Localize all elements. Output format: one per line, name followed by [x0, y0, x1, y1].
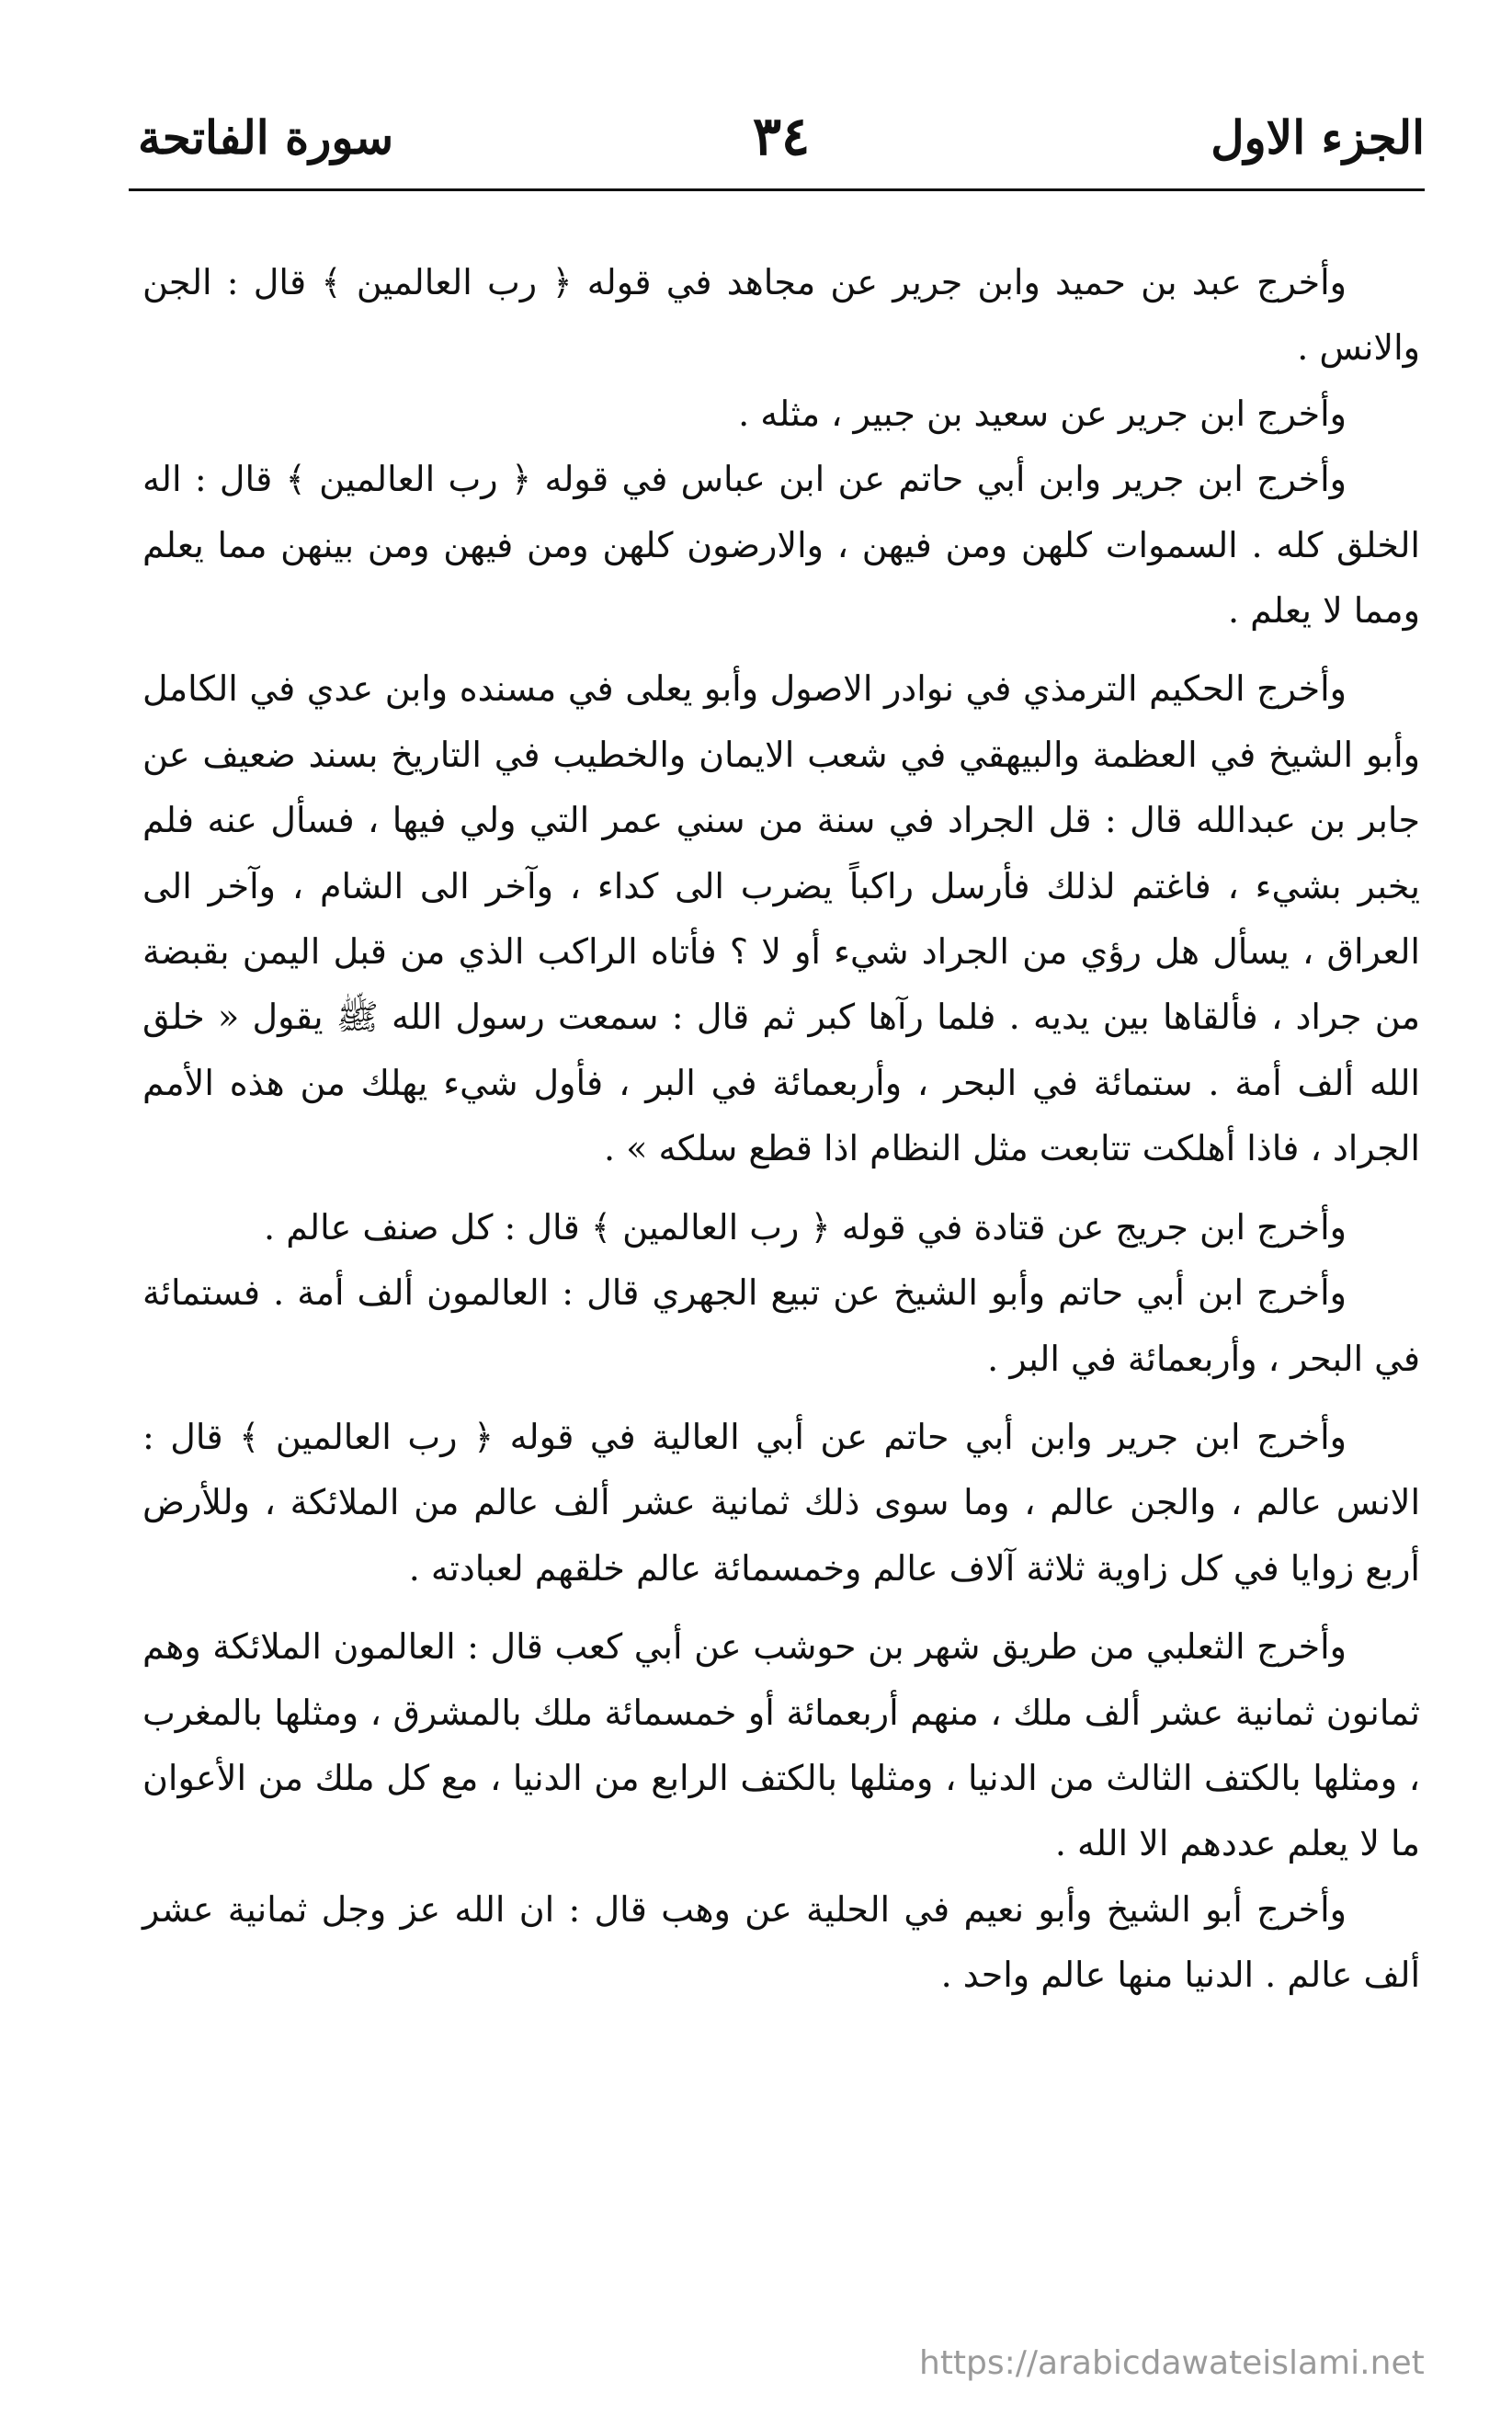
header-divider [129, 188, 1425, 191]
page-body [142, 250, 1420, 2009]
paragraph: وأخرج ابن جرير عن سعيد بن جبير ، مثله . [738, 393, 1347, 434]
paragraph: وأخرج الحكيم الترمذي في نوادر الاصول وأبو يعلى في مسنده وابن عدي في الكامل وأبو الشيخ في العظمة والبيهقي في شعب الايمان والخطيب في التاريخ بسند ضعيف عن جابر بن عبدالله قال : قل الجراد في سنة من سني عمر التي ولي فيها ، فسأل عنه فلم يخبر بشيء ، فاغتم لذلك فأرسل راكباً يضرب الى كداء ، وآخر الى الشام ، وآخر الى العراق ، يسأل هل رؤي من الجراد شيء أو لا ؟ فأتاه الراكب الذي من قبل اليمن بقبضة من جراد ، فألقاها بين يديه . فلما رآها كبر ثم قال : سمعت رسول الله ﷺ يقول « خلق الله ألف أمة . ستمائة في البحر ، وأربعمائة في البر ، فأول شيء يهلك من هذه الأمم الجراد ، فاذا أهلكت تتابعت مثل النظام اذا قطع سلكه » . [142, 668, 1420, 1169]
watermark-url: https://arabicdawateislami.net [919, 2344, 1425, 2382]
paragraph: وأخرج أبو الشيخ وأبو نعيم في الحلية عن وهب قال : ان الله عز وجل ثمانية عشر ألف عالم . الدنيا منها عالم واحد . [142, 1888, 1420, 1996]
paragraph: وأخرج عبد بن حميد وابن جرير عن مجاهد في قوله ﴿ رب العالمين ﴾ قال : الجن والانس . [142, 262, 1420, 369]
volume-label: الجزء الاول [1211, 110, 1425, 165]
paragraph: وأخرج الثعلبي من طريق شهر بن حوشب عن أبي كعب قال : العالمون الملائكة وهم ثمانون ثمانية عشر ألف ملك ، منهم أربعمائة أو خمسمائة ملك بالمشرق ، ومثلها بالمغرب ، ومثلها بالكتف الثالث من الدنيا ، ومثلها بالكتف الرابع من الدنيا ، مع كل ملك من الأعوان ما لا يعلم عددهم الا الله . [142, 1626, 1420, 1864]
page-header [138, 105, 1425, 175]
paragraph: وأخرج ابن جرير وابن أبي حاتم عن ابن عباس في قوله ﴿ رب العالمين ﴾ قال : اله الخلق كله . السموات كلهن ومن فيهن ، والارضون كلهن ومن فيهن ومن بينهن مما يعلم ومما لا يعلم . [142, 459, 1420, 632]
paragraph: وأخرج ابن أبي حاتم وأبو الشيخ عن تبيع الجهري قال : العالمون ألف أمة . فستمائة في البحر ، وأربعمائة في البر . [142, 1272, 1420, 1379]
paragraph: وأخرج ابن جريج عن قتادة في قوله ﴿ رب العالمين ﴾ قال : كل صنف عالم . [264, 1206, 1347, 1248]
page-number: ٣٤ [752, 105, 811, 167]
paragraph: وأخرج ابن جرير وابن أبي حاتم عن أبي العالية في قوله ﴿ رب العالمين ﴾ قال : الانس عالم ، والجن عالم ، وما سوى ذلك ثمانية عشر ألف عالم من الملائكة ، وللأرض أربع زوايا في كل زاوية ثلاثة آلاف عالم وخمسمائة عالم خلقهم لعبادته . [142, 1416, 1420, 1589]
surah-title: سورة الفاتحة [138, 110, 394, 165]
